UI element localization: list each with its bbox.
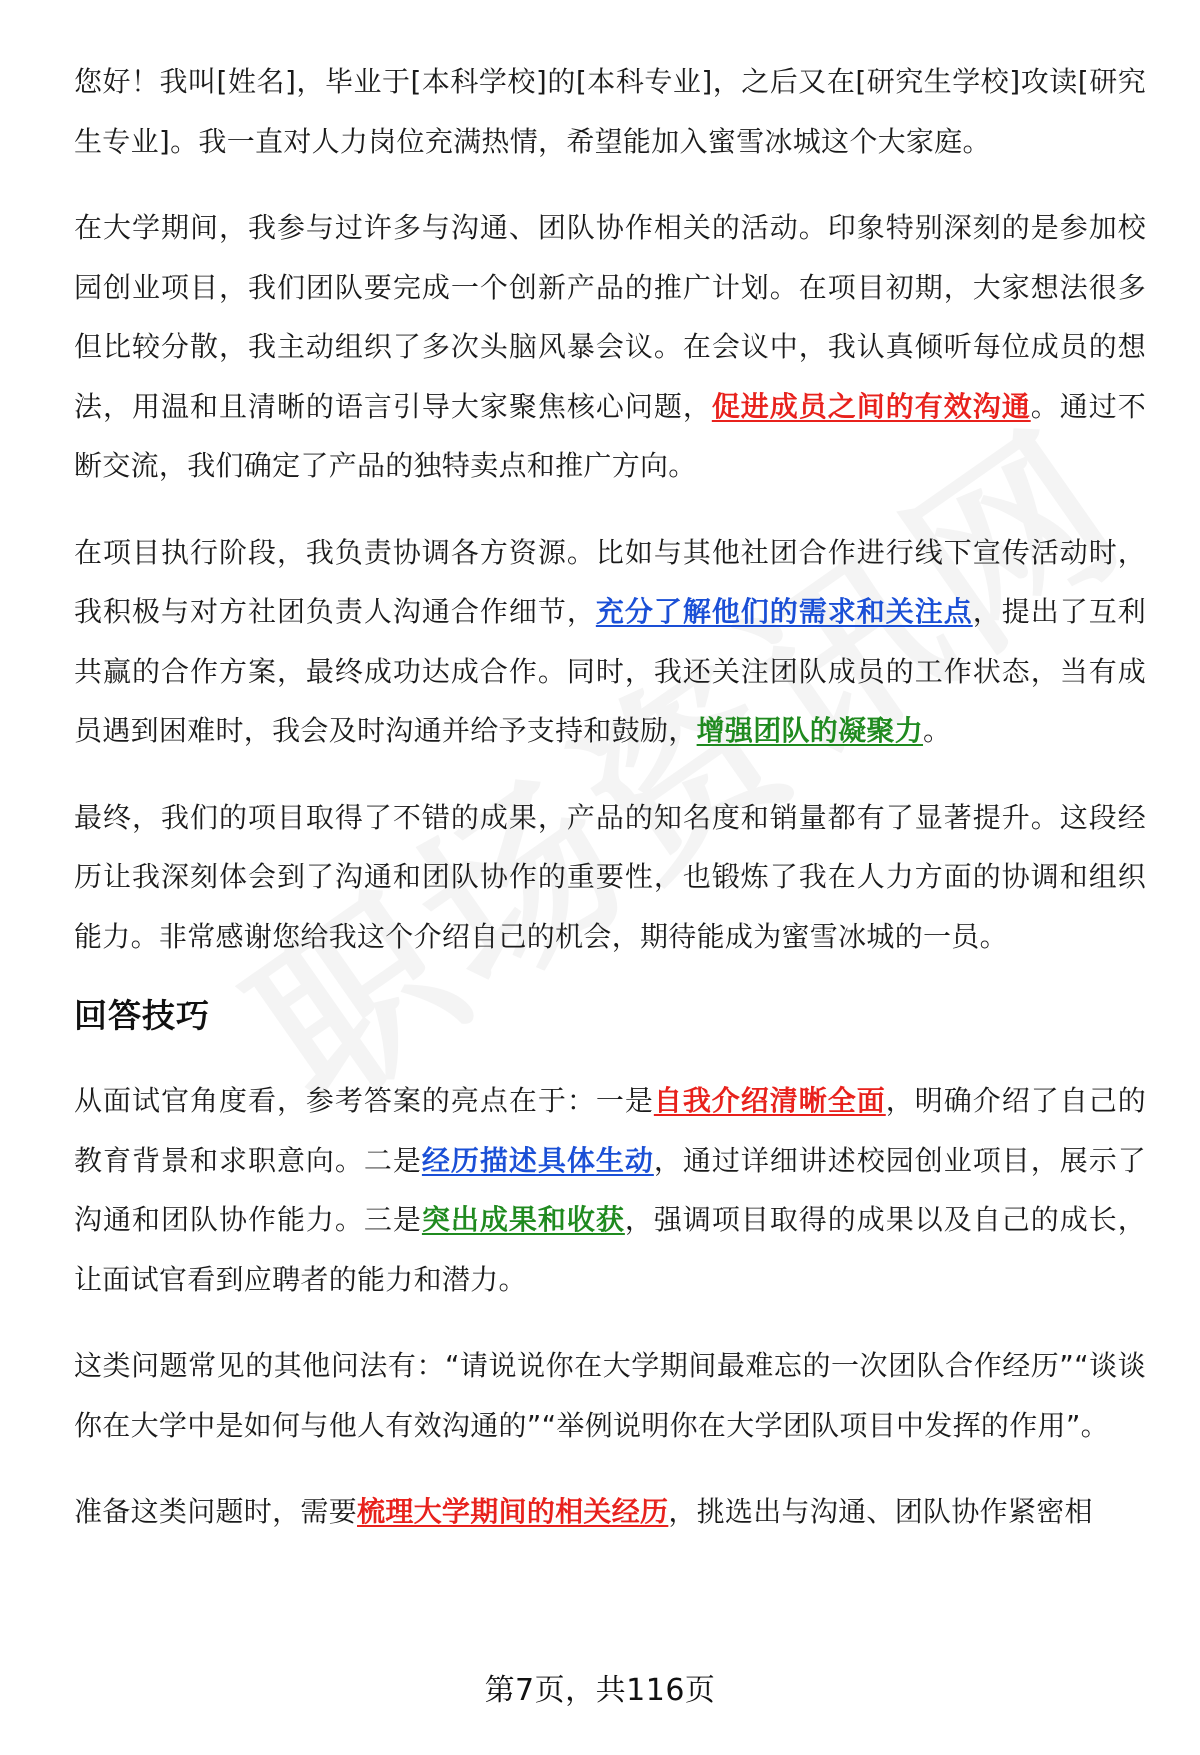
paragraph — [74, 1482, 1146, 1542]
page-footer: 第7页，共116页 — [484, 1673, 716, 1708]
paragraph — [74, 198, 1146, 496]
document-body — [74, 52, 1146, 1569]
highlight-text: 充分了解他们的需求和关注点 — [595, 595, 973, 628]
section-title: 回答技巧 — [74, 996, 210, 1035]
highlight-text: 自我介绍清晰全面 — [653, 1084, 886, 1117]
body-text: 在项目执行阶段，我负责协调各方资源。比如与其他社团合作进行线下宣传活动时，我积极与对方社团负责人沟通合作细节， — [74, 535, 1146, 628]
paragraph — [74, 1336, 1146, 1455]
paragraph — [74, 523, 1146, 761]
body-text: 。通过不断交流，我们确定了产品的独特卖点和推广方向。 — [74, 389, 1146, 482]
body-text: ，明确介绍了自己的教育背景和求职意向。二是 — [74, 1084, 1146, 1177]
body-text: 从面试官角度看，参考答案的亮点在于：一是 — [74, 1084, 654, 1117]
highlight-text: 梳理大学期间的相关经历 — [357, 1495, 669, 1528]
paragraph — [74, 52, 1146, 171]
highlight-text: 经历描述具体生动 — [421, 1143, 654, 1177]
tips-section — [74, 1071, 1146, 1542]
paragraph — [74, 788, 1146, 967]
answer-section — [74, 52, 1146, 966]
body-text: 在大学期间，我参与过许多与沟通、团队协作相关的活动。印象特别深刻的是参加校园创业项目，我们团队要完成一个创新产品的推广计划。在项目初期，大家想法很多但比较分散，我主动组织了多次头脑风暴会议。在会议中，我认真倾听每位成员的想法，用温和且清晰的语言引导大家聚焦核心问题， — [74, 211, 1146, 423]
body-text: ，提出了互利共赢的合作方案，最终成功达成合作。同时，我还关注团队成员的工作状态，当有成员遇到困难时，我会及时沟通并给予支持和鼓励， — [74, 595, 1146, 747]
body-text: 您好！我叫[姓名]，毕业于[本科学校]的[本科专业]，之后又在[研究生学校]攻读[研究生专业]。我一直对人力岗位充满热情，希望能加入蜜雪冰城这个大家庭。 — [74, 65, 1146, 158]
body-text: 准备这类问题时，需要 — [74, 1495, 358, 1528]
body-text: ，强调项目取得的成果以及自己的成长，让面试官看到应聘者的能力和潜力。 — [74, 1203, 1147, 1296]
body-text: 这类问题常见的其他问法有：“请说说你在大学期间最难忘的一次团队合作经历”“谈谈你在大学中是如何与他人有效沟通的”“举例说明你在大学团队项目中发挥的作用”。 — [74, 1349, 1146, 1442]
highlight-text: 促进成员之间的有效沟通 — [711, 389, 1031, 423]
body-text: ，挑选出与沟通、团队协作紧密相 — [668, 1495, 1093, 1528]
highlight-text: 增强团队的凝聚力 — [696, 714, 924, 747]
body-text: 。 — [923, 714, 952, 747]
body-text: ，通过详细讲述校园创业项目，展示了沟通和团队协作能力。三是 — [74, 1143, 1147, 1236]
highlight-text: 突出成果和收获 — [421, 1203, 625, 1236]
paragraph — [74, 1071, 1146, 1309]
body-text: 最终，我们的项目取得了不错的成果，产品的知名度和销量都有了显著提升。这段经历让我深刻体会到了沟通和团队协作的重要性，也锻炼了我在人力方面的协调和组织能力。非常感谢您给我这个介绍自己的机会，期待能成为蜜雪冰城的一员。 — [74, 800, 1146, 953]
